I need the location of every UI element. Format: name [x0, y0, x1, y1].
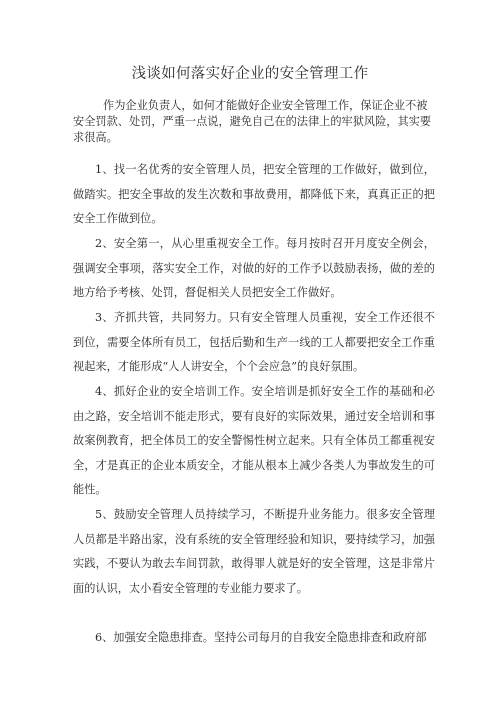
paragraph-1: 1、找一名优秀的安全管理人员，把安全管理的工作做好，做到位，做踏实。把安全事故的发生次数和事故费用，都降低下来，真真正正的把安全工作做到位。	[73, 163, 435, 225]
paragraph-6: 6、加强安全隐患排查。坚持公司每月的自我安全隐患排查和政府部	[95, 631, 427, 644]
intro-paragraph	[73, 97, 443, 146]
paragraph-4: 4、抓好企业的安全培训工作。安全培训是抓好安全工作的基础和必由之路，安全培训不能走形式，要有良好的实际效果，通过安全培训和事故案例教育，把全体员工的安全警惕性树立起来。只有全体员工都重视安全，才是真正的企业本质安全，才能从根本上减少各类人为事故发生的可能性。	[73, 385, 435, 496]
document-title: 浅谈如何落实好企业的安全管理工作	[131, 66, 369, 82]
paragraph-2: 2、安全第一，从心里重视安全工作。每月按时召开月度安全例会，强调安全事项，落实安全工作，对做的好的工作予以鼓励表扬，做的差的地方给予考核、处罚，督促相关人员把安全工作做好。	[73, 237, 435, 299]
intro-first-line: 作为企业负责人，如何才能做好企业安全管理工作，保证企业不被	[103, 99, 428, 112]
paragraph-5: 5、鼓励安全管理人员持续学习，不断提升业务能力。很多安全管理人员都是半路出家，没有系统的安全管理经验和知识，要持续学习，加强实践，不要认为敢去车间罚款，敢得罪人就是好的安全管理，这是非常片面的认识，太小看安全管理的专业能力要求了。	[73, 508, 435, 595]
paragraph-3: 3、齐抓共管，共同努力。只有安全管理人员重视，安全工作还很不到位，需要全体所有员工，包括后勤和生产一线的工人都要把安全工作重视起来，才能形成“人人讲安全，个个会应急”的良好氛围。	[73, 311, 435, 373]
intro-continuation: 安全罚款、处罚，严重一点说，避免自己在的法律上的牢狱风险，其实要求很高。	[73, 115, 432, 144]
